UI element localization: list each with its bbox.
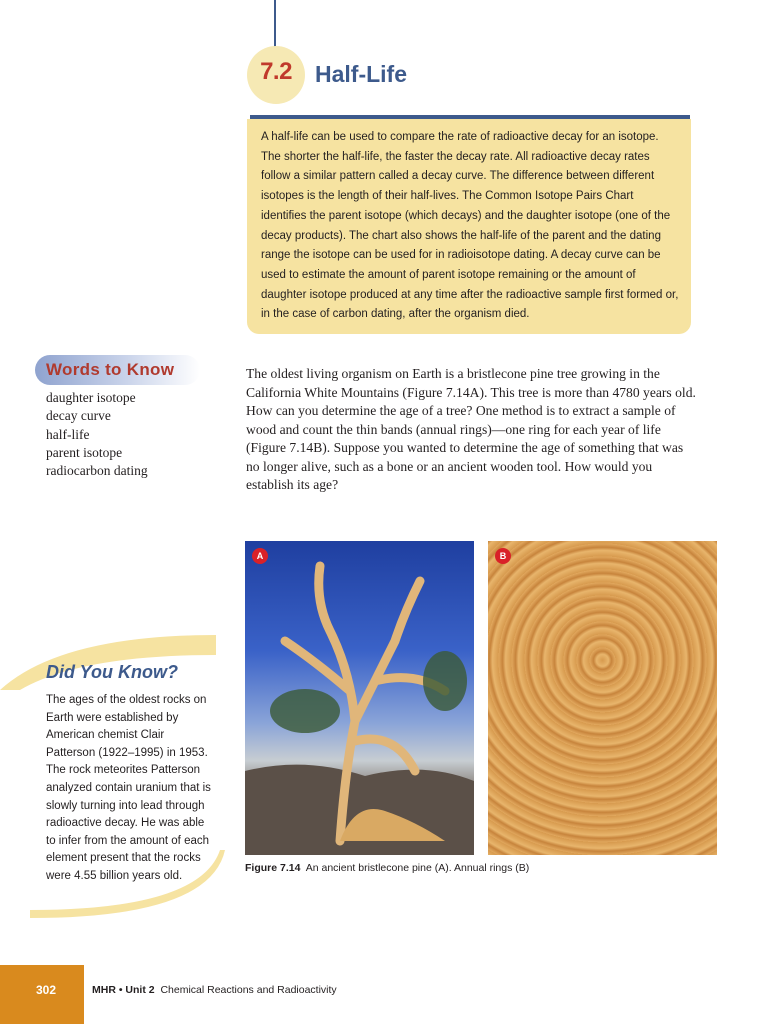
footer-unit-title: Chemical Reactions and Radioactivity [160,984,337,996]
page-number: 302 [36,983,57,997]
bristlecone-pine-photo [245,541,474,855]
vocab-item: half-life [46,426,90,442]
photo-label-a: A [252,548,268,564]
figure-caption [245,862,529,874]
figure-caption-text: An ancient bristlecone pine (A). Annual rings (B) [305,862,530,874]
body-paragraph: The oldest living organism on Earth is a bristlecone pine tree growing in the California White Mountains (Figure 7.14A). This tree is more than 4780 years old. How can you determine the age of a tree? One method is to extract a sample of wood and count the thin bands (annual rings)—one ring for each year of life (Figure 7.14B). Suppose you wanted to determine the age of something that was no longer alive, such as a bone or an ancient wooden tool. How would you establish its age? [246,366,696,492]
words-to-know-list [46,389,148,480]
words-to-know-title: Words to Know [46,360,175,379]
annual-rings-photo [488,541,717,855]
vocab-item: parent isotope [46,444,123,460]
footer-publisher: MHR • Unit 2 [92,984,155,996]
tree-illustration [245,541,474,855]
figure-caption-label: Figure 7.14 [245,862,301,874]
intro-text: A half-life can be used to compare the rate of radioactive decay for an isotope. The shorter the half-life, the faster the decay rate. All radioactive decay rates follow a similar pattern called a decay curve. The difference between different isotopes is the length of their half-lives. The Common Isotope Pairs Chart identifies the parent isotope (which decays) and the daughter isotope (one of the decay products). The chart also shows the half-life of the parent and the dating range the isotope can be used for in radioisotope dating. A decay curve can be used to estimate the amount of parent isotope remaining or the amount of daughter isotope produced at any time after the radioactive sample first formed or, in the case of carbon dating, after the organism died. [261,131,679,321]
header-vertical-rule [274,0,276,50]
section-title: Half-Life [315,61,407,87]
did-you-know-text: The ages of the oldest rocks on Earth were established by American chemist Clair Patterson (1922–1995) in 1953. The rock meteorites Patterson analyzed contain uranium that is slowly turning into lead through radioactive decay. He was able to infer from the amount of each element present that the rocks were 4.55 billion years old. [46,694,211,882]
did-you-know-bottom-arc [20,850,225,920]
vocab-item: decay curve [46,408,111,424]
footer-running-head [92,984,337,996]
did-you-know-title: Did You Know? [46,662,178,682]
section-number: 7.2 [260,58,292,85]
vocab-item: daughter isotope [46,390,136,405]
photo-label-b: B [495,548,511,564]
vocab-item: radiocarbon dating [46,463,148,479]
